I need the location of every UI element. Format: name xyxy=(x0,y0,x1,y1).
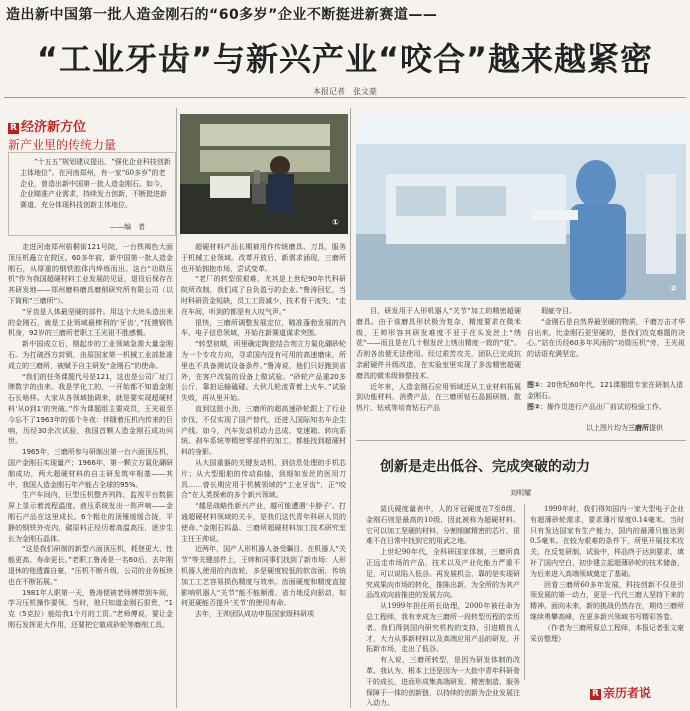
section-tag-mark: R xyxy=(8,123,19,134)
body-paragraph: “越是战略性新兴产业，越可能遭遇‘卡脖子’。打通超硬材料领域的关卡，是我们这代青年科研人员的使命。”金刚石钨晶、三磨所超硬材料加工技术研究室主任王帅说。 xyxy=(181,502,346,543)
photo-cleanroom-illustration xyxy=(356,114,686,300)
kicker: 造出新中国第一批人造金刚石的“60多岁”企业不断挺进新赛道—— xyxy=(6,7,438,23)
opinion-paragraph: 上世纪90年代，全科研国家体制，三磨所真正远走市场的产品，技术以及产业化能力严重不足，可以说陷入低谷。再发展机会，靠的是实现研究成果向市场的转化，推陈出新，为全所的为其产品改成向前推进的发展方向。 xyxy=(366,548,520,600)
body-paragraph: 走进河南郑州梧桐街121号院，一台铁褐色大面顶压机矗立在院区。60多年前，新中国第一批人造金刚石，从厚重的钢铁腔体内焠炼而出。这台“功勋压机”作为我国超硬材料工业发展的见证，退役后保存在其研发地——郑州磨料磨具磨削研究所有限公司（以下简称“三磨所”）。 xyxy=(8,243,173,305)
body-paragraph: 1981年人职第一天，鲁涛便被老师傅带到车间，学习压机操作要领。当时，他只知道金刚石很贵，“1克（5克拉）能给我1个月的工资。”老师傅说，要让金刚石发挥更大作用，还要把它做成砂轮等磨削工具。 xyxy=(8,588,173,629)
body-paragraph: “牙齿是人体最坚硬的部件。用这个大块头造出来的金刚石，就是工业领域最棒利的‘牙齿’，”抚摸钢铁机身，92岁的三磨所老职工王光祖不胜感慨。 xyxy=(8,307,173,338)
photo-credit xyxy=(586,423,663,433)
body-paragraph: 近年来，人造金刚石应用领域还从工业材料拓展到功能材料、消费产品，在三磨所钻石晶圆研制、散热片、钻戒等培育钻石产品 xyxy=(356,382,521,413)
body-paragraph: 超硬材料产品长期被用作传统磨具、刀具，服务于机械工业领域。改革开放后，新需求涌现，三磨所也开始拥抱市场，尝试变革。 xyxy=(181,243,346,273)
body-paragraph: 生产车间内，巨型压机整齐列阵，监视平台数据屏上显示着流程温度。液压系统发出一阵声响——金刚石产品在这里成长。6个粗壮的顶锤缓缓合拢，平静的钢铁外壳内，碳原料正经历着高温高压，逐步生长为金刚石晶体。 xyxy=(8,491,173,543)
photo-credit-prefix: 以上图片均为 xyxy=(586,424,628,432)
caption-fig1 xyxy=(527,380,685,402)
body-column-2 xyxy=(181,242,346,708)
photo-cleanroom xyxy=(356,114,686,300)
opinion-divider xyxy=(524,504,525,680)
caption-fig2 xyxy=(527,402,685,413)
caption-fig1-text: ：20世纪60年代，121课题组专家在研制人造金刚石。 xyxy=(527,381,684,400)
opinion-paragraph: 有人说，三磨所转型，是因为研发体制的改革。我认为，根本上还是因为一大批中青年科研骨干的成长，进而形成集高端研发、精密制造、服务保障于一体的创新链，以持续的创新为企业发展注入动力。 xyxy=(366,656,520,708)
body-paragraph: 新中国成立后，刚起步的工业领域急需大量金刚石。为打破西方封锁，由原国家第一机械工业部批准成立的三磨所，被赋予自主研发“金刚石”的使命。 xyxy=(8,340,173,370)
body-paragraph: 去年，王帅团队成功申报国家级科研项 xyxy=(195,610,314,619)
body-paragraph: 近两年，国产人形机器人备受瞩目。在机器人“关节”等关键部件上，王帅和同事们找到了新市场：人形机器人使用的内齿轮，多是硬度较低的软齿面，传统加工工艺容易损伤精度与效率。齿面硬度和精度直接影响机器人“关节”能不能顺滑、省力地反向驱动，如何更硬能否提升‘关节’的使用寿命。 xyxy=(181,545,346,608)
body-paragraph: “转型初期，所里确定陶瓷结合剂立方氮化硼砂轮为一个专攻方向，寻求国内没有可用的高速磨床，所里也不具备测试设备条件。”鲁涛说，他们只好跑到省外，在客户改装的设备上做试验。“砂轮产品重20多公斤，靠拍运输磕碰。大伙儿轮流背着上火车。”试验失败，再从里开始。 xyxy=(181,340,346,403)
body-column-4 xyxy=(527,306,685,376)
photo-credit-suffix: 提供 xyxy=(649,424,663,432)
body-paragraph: “老厂的转型很艰难，尤其是上世纪90年代科研院所改制，我们成了自负盈亏的企业。”鲁涛回忆，当时科研资金短缺，员工工资减少，技术骨干流失，“走在车间，听到的都是有人叹气声。” xyxy=(181,275,346,316)
opinion-top-rule xyxy=(356,440,686,441)
editor-note-sign: ——编 者 xyxy=(110,223,145,231)
header-rule xyxy=(4,97,686,98)
body-paragraph: 目，研发用于人形机器人“关节”加工的精密超硬磨具。由于该磨具形状极为复杂，精度要求在微米级，王帅形容其研发难度不亚于在头发丝上“绣花”——而且是在几十根发丝上绣出精度一致的“花”。否则各齿便无法使用。经过艰苦攻关，团队已完成抗亲耐硬件升级改造，在实验室里实现了多齿精密超硬磨具的微米级修整技术。 xyxy=(356,307,521,380)
opinion-paragraph: 莫氏硬度量表中，人的牙冠硬度在7至8级，金刚石则是最高的10级，因此被称为超硬材料。它可以加工坚硬的材料，分割细腻精密的芯片，很难不在日常中找到它的用武之地。 xyxy=(366,505,520,546)
section-subtitle: 新产业里的传统力量 xyxy=(8,138,117,152)
body-paragraph: 瑕疵夺目。 xyxy=(541,307,576,315)
caption-fig1-label: 图① xyxy=(527,381,540,389)
opinion-paragraph: 从1999年担任所长助理，2000年被任命为总工程师，我有幸成为三磨所一段转型历程的亲历者。我们得到国内研究机构的支持，引进精良人才，大力从事新材料以及高端应用产品的研发，开拓新市场，走出了低谷。 xyxy=(366,602,520,654)
opinion-author: 刘明耀 xyxy=(510,489,531,497)
editor-note xyxy=(20,157,172,211)
column-divider xyxy=(350,108,351,708)
photo2-number: ② xyxy=(670,284,677,293)
body-paragraph: 直到这股小劲，三磨所的超高速砂轮跟上了行业步伐，不仅实现了国产替代，还进入国际知名车企生产线。如今，汽车发动机动力总成、变速箱、转向系统、刹车系统等精密零部件的加工，都能找到超硬材料的身影。 xyxy=(181,404,346,457)
caption-fig2-text: ：操作员进行产品出厂前试切检验工作。 xyxy=(539,403,666,411)
footer-tag-mark: R xyxy=(590,689,601,700)
headline: “工业牙齿”与新兴产业“咬合”越来越紧密 xyxy=(36,40,654,78)
photo1-number: ① xyxy=(332,218,339,227)
photo-microscope-illustration xyxy=(180,114,348,234)
opinion-column-1 xyxy=(366,504,520,708)
body-paragraph: 1965年，三磨所参与研制出第一台六面顶压机，国产金刚石实现量产；1966年，第一颗立方氮化硼研制成功，两大超硬材料的自主研发筑牢根基——其中，我国人造金刚石年产能占全球的95%。 xyxy=(8,448,173,489)
section-tag-label: 经济新方位 xyxy=(21,120,87,135)
body-column-1 xyxy=(8,242,173,708)
footer-tag-label: 亲历者说 xyxy=(603,686,652,700)
opinion-paragraph: 回看三磨所60多年发展，科技创新不仅是引领发展的第一动力，更是一代代三磨人坚持下来的精神。面向未来，新的挑战仍然存在，期待三磨所继续勇攀高峰，在更多新兴领域书写精彩答卷。 xyxy=(530,580,684,621)
section-tag xyxy=(8,116,86,135)
body-column-3 xyxy=(356,306,521,428)
opinion-title: 创新是走出低谷、完成突破的动力 xyxy=(380,459,590,475)
body-paragraph: 很快，三磨所调整发展定位，瞄准蓬勃发展的汽车、电子信息领域，开始在新赛道谋求突围。 xyxy=(181,318,346,338)
photo-credit-org: 三磨所 xyxy=(628,424,649,432)
opinion-paragraph: （作者为三磨所原总工程师，本报记者张文豪采访整理） xyxy=(530,623,684,643)
body-paragraph: “我们的任务课题代号是121，这也是公司厂址门牌数字的由来。我是学化工的，一开始都不知道金刚石长啥样。大家从各领域抽调来，就是要实现超硬材料‘从0到1’的突破。”作为课题组主要成员，王光祖至今忘不了1963年的那个冬夜：伴随着压机内传来的巨响，历经30余次试验，我国首颗人造金刚石成功问世。 xyxy=(8,372,173,446)
body-paragraph: 从大国重器的关键发动机，到信息处理的手机芯片；从大型船舶的传动曲轴，到细如发丝的医用刀具……曾长期应用于机械领域的“工业牙齿”，正“咬合”在人类探索的多个新兴领域。 xyxy=(181,458,346,500)
editor-note-text: “十五五”规划建议提出，“强化企业科技创新主体地位”。在河南郑州，有一家“60多岁”的老企业，曾造出新中国第一批人造金刚石。如今，企业瞄准产业需求，持续发力创新，不断挺进新赛道，充分体现科技创新主体地位。 xyxy=(20,158,171,210)
byline: 本报记者 张文豪 xyxy=(313,87,377,96)
photo-microscope xyxy=(180,114,348,234)
caption-fig2-label: 图② xyxy=(527,403,540,411)
column-divider xyxy=(176,108,177,708)
footer-tag xyxy=(590,684,651,701)
body-paragraph: “金刚石是自然界最坚硬的物质，千磨万击才华自出来。比金刚石更坚硬的，是我们攻克难题的决心。”站在历经60多年风雨的“功勋压机”旁，王光祖的话语充满坚定。 xyxy=(527,317,685,359)
body-paragraph: “这是我们研制的新型六面顶压机，耗登更大、性能更高、寿命更长。”老职工鲁涛是一名60后，去年刚退休的他透露自豪，“压机不断升级，公司的业务板块也在不断拓展。” xyxy=(8,545,173,586)
opinion-paragraph: 1999年时，我们得知国内一家大型电子企业有超薄砂轮需求，要求薄片厚度0.14毫米。当时只有发达国家有生产能力，国内的最薄只能达到0.5毫米。在较为艰难的条件下，所里开展技术攻关，在反复研制、试验中，样品终于达到要求，填补了国内空白，初步建立起超薄砂轮的技术储备，为后来进入高端领域奠定了基础。 xyxy=(530,505,684,578)
opinion-column-2 xyxy=(530,504,684,680)
